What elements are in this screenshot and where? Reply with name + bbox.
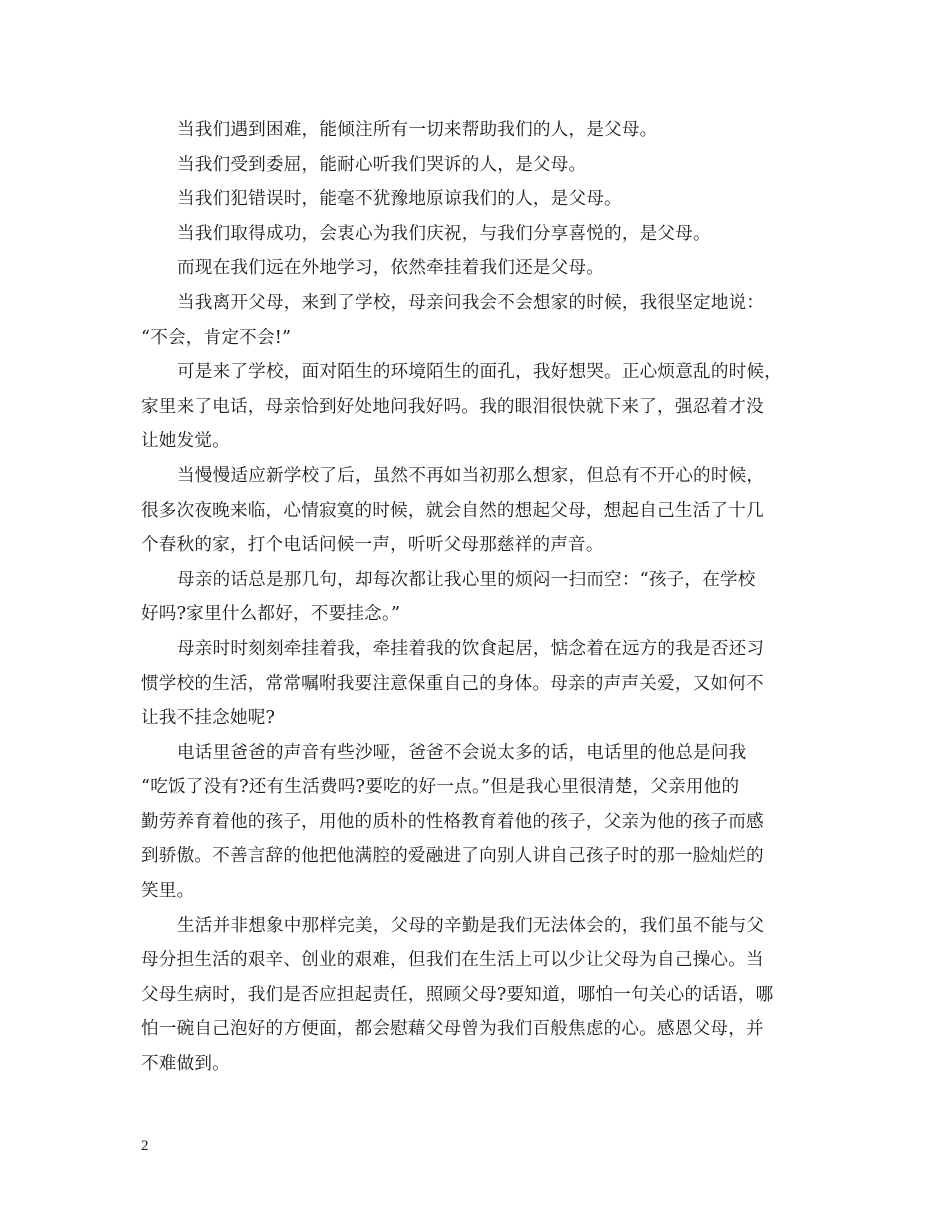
text-line: 笑里。 — [141, 881, 195, 902]
text-line: 怕一碗自己泡好的方便面，都会慰藉父母曾为我们百般焦虑的心。感恩父母，并 — [141, 1019, 764, 1040]
paragraph — [141, 148, 826, 183]
paragraph — [141, 632, 826, 736]
document-body — [141, 113, 826, 1082]
paragraph — [141, 909, 826, 1082]
text-line: 母亲时时刻刻牵挂着我，牵挂着我的饮食起居，惦念着在远方的我是否还习 — [177, 638, 765, 659]
text-line: 当我们犯错误时，能毫不犹豫地原谅我们的人，是父母。 — [177, 189, 622, 210]
text-line: 当我们遇到困难，能倾注所有一切来帮助我们的人，是父母。 — [177, 120, 658, 140]
text-line: 当我们受到委屈，能耐心听我们哭诉的人，是父母。 — [177, 154, 587, 175]
text-line: 母分担生活的艰辛、创业的艰难，但我们在生活上可以少让父母为自己操心。当 — [141, 950, 764, 971]
text-line: 个春秋的家，打个电话问候一声，听听父母那慈祥的声音。 — [141, 535, 604, 556]
text-line: 勤劳养育着他的孩子，用他的质朴的性格教育着他的孩子，父亲为他的孩子而感 — [141, 811, 764, 832]
paragraph — [141, 563, 826, 632]
text-line: 好吗?家里什么都好，不要挂念。” — [141, 604, 401, 625]
text-line: 当我离开父母，来到了学校，母亲问我会不会想家的时候，我很坚定地说： — [177, 292, 765, 313]
text-line: 到骄傲。不善言辞的他把他满腔的爱融进了向别人讲自己孩子时的那一脸灿烂的 — [141, 846, 764, 867]
text-line: 电话里爸爸的声音有些沙哑，爸爸不会说太多的话，电话里的他总是问我 — [177, 742, 747, 763]
paragraph — [141, 459, 826, 563]
paragraph — [141, 286, 826, 355]
text-line: 让她发觉。 — [141, 431, 230, 452]
text-line: 很多次夜晚来临，心情寂寞的时候，就会自然的想起父母，想起自己生活了十几 — [141, 500, 764, 521]
text-line: 让我不挂念她呢? — [141, 708, 276, 729]
text-line: 家里来了电话，母亲恰到好处地问我好吗。我的眼泪很快就下来了，强忍着才没 — [141, 396, 764, 417]
text-line: 生活并非想象中那样完美，父母的辛勤是我们无法体会的，我们虽不能与父 — [177, 915, 765, 936]
text-line: 不难做到。 — [141, 1054, 230, 1075]
text-line: 可是来了学校，面对陌生的环境陌生的面孔，我好想哭。正心烦意乱的时候， — [177, 362, 782, 383]
paragraph — [141, 251, 826, 286]
paragraph — [141, 355, 826, 459]
text-line: 母亲的话总是那几句，却每次都让我心里的烦闷一扫而空：“孩子，在学校 — [177, 569, 756, 590]
paragraph — [141, 113, 826, 148]
text-line: 当慢慢适应新学校了后，虽然不再如当初那么想家，但总有不开心的时候， — [177, 465, 765, 486]
paragraph — [141, 736, 826, 909]
text-line: 当我们取得成功，会衷心为我们庆祝，与我们分享喜悦的，是父母。 — [177, 223, 711, 244]
text-line: “吃饭了没有?还有生活费吗?要吃的好一点。”但是我心里很清楚，父亲用他的 — [141, 777, 740, 798]
paragraph — [141, 217, 826, 252]
text-line: 惯学校的生活，常常嘱咐我要注意保重自己的身体。母亲的声声关爱，又如何不 — [141, 673, 764, 694]
paragraph — [141, 182, 826, 217]
page-number: 2 — [141, 1138, 149, 1154]
text-line: 父母生病时，我们是否应担起责任，照顾父母?要知道，哪怕一句关心的话语，哪 — [141, 984, 774, 1005]
text-line: “不会，肯定不会!” — [141, 327, 292, 348]
text-line: 而现在我们远在外地学习，依然牵挂着我们还是父母。 — [177, 258, 605, 279]
